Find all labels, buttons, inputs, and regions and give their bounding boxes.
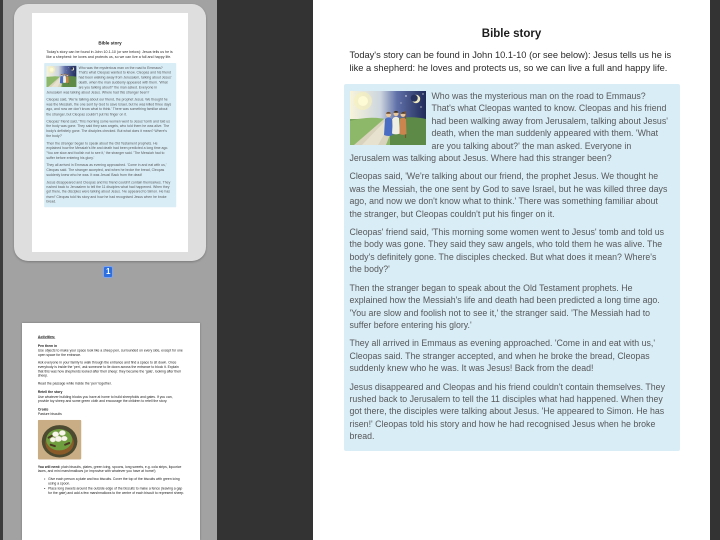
- pen-paragraph-3: Read the passage while inside the 'pen' together.: [37, 381, 112, 386]
- bullet-glyph: •: [44, 486, 46, 491]
- create-heading: Create: [37, 407, 49, 412]
- thumbnail-sidebar[interactable]: [0, 0, 217, 540]
- story-paragraph-6: Jesus disappeared and Cleopas and his friend couldn't contain themselves. They rushed back to Jerusalem to tell the 11 disciples what had happened. When they got there, the disciples were talking about Jesus. 'He appeared to Simon. He has risen!' Cleopas told his story and how he had recognised Jesus when he broke bread.: [349, 381, 665, 442]
- story-paragraph-1: Who was the mysterious man on the road to Emmaus? That's what Cleopas wanted to know. Cleopas and his friend had been walking away from Jerusalem, talking about Jesus' death, when the man suddenly appeared with them. 'What are you talking about?' the man asked. Everyone in Jerusalem was talking about Jesus. Where had this stranger been?: [46, 65, 172, 95]
- emmaus-road-illustration: [350, 91, 426, 145]
- you-will-need-label: You will need:: [37, 464, 61, 469]
- page-title: Bible story: [98, 41, 122, 46]
- instruction-bullet-2: [38, 486, 184, 494]
- you-will-need-items: plain biscuits, plates, green icing, spoons, long sweets, e.g. cola strips, liquorice laces, and mini marshmallows (or improvise with whatever you have at home!): [37, 464, 182, 473]
- story-paragraph-5: They all arrived in Emmaus as evening approached. 'Come in and eat with us,' Cleopas said. The stranger accepted, and when he broke the bread, Cleopas suddenly knew who he was. It was Jesus! Back from the dead!: [349, 338, 656, 374]
- activities-heading: Activities:: [37, 334, 56, 339]
- story-box: [44, 63, 176, 207]
- page-2-thumbnail[interactable]: [22, 323, 200, 540]
- story-paragraph-6: Jesus disappeared and Cleopas and his friend couldn't contain themselves. They rushed back to Jerusalem to tell the 11 disciples what had happened. When they got there, the disciples were talking about Jesus. 'He appeared to Simon. He has risen!' Cleopas told his story and how he had recognised Jesus when he broke bread.: [46, 179, 171, 204]
- page-title: Bible story: [481, 28, 542, 40]
- document-canvas[interactable]: [220, 0, 720, 540]
- you-will-need-paragraph: [38, 465, 184, 473]
- pasture-biscuits-photo: [38, 420, 82, 460]
- page-1-thumbnail-selected[interactable]: [14, 4, 206, 261]
- instruction-text-2: Place long sweets around the outside edge of the biscuits to make a fence (leaving a gap for the gate) and add a few marshmallows to the centre of each biscuit to represent sheep.: [48, 486, 185, 495]
- story-paragraph-1: Who was the mysterious man on the road to Emmaus? That's what Cleopas wanted to know. Cleopas and his friend had been walking away from Jerusalem, talking about Jesus' death, when the man suddenly appeared with them. 'What are you talking about?' the man asked. Everyone in Jerusalem was talking about Jesus. Where had this stranger been?: [349, 91, 668, 164]
- page-1-thumbnail-page[interactable]: [32, 13, 188, 252]
- retell-story-heading: Retell the story: [37, 389, 63, 394]
- story-paragraph-4: Then the stranger began to speak about the Old Testament prophets. He explained how the Messiah's life and death had been predicted a long time ago. 'You are slow and foolish not to see it,' the stranger said. 'The Messiah had to suffer before entering his glory.': [46, 141, 169, 160]
- story-paragraph-3: Cleopas' friend said, 'This morning some women went to Jesus' tomb and told us the body was gone. They said they saw angels, who told them he was alive. The body's definitely gone. The disciples checked. But what does it mean? Where's the body?': [349, 227, 665, 275]
- story-paragraph-3: Cleopas' friend said, 'This morning some women went to Jesus' tomb and told us the body was gone. They said they saw angels, who told them he was alive. The body's definitely gone. The disciples checked. But what does it mean? Where's the body?': [46, 119, 170, 138]
- instruction-bullet-1: [38, 477, 184, 485]
- create-subtitle: Pasture biscuits: [37, 411, 62, 416]
- intro-paragraph: Today's story can be found in John 10.1-10 (or see below): Jesus tells us he is like a shepherd: he loves and protects us, so we can live a full and happy life.: [349, 50, 672, 73]
- story-paragraph-5: They all arrived in Emmaus as evening approached. 'Come in and eat with us,' Cleopas said. The stranger accepted, and when he broke the bread, Cleopas suddenly knew who he was. It was Jesus! Back from the dead!: [46, 162, 167, 177]
- bible-story-page: [313, 28, 710, 451]
- sun-icon: [358, 96, 368, 106]
- pen-paragraph-1: Use objects to make your space look like a sheep pen, surrounded on every side, except for one open space for the entrance.: [37, 348, 183, 357]
- intro-paragraph: Today's story can be found in John 10.1-10 (or see below): Jesus tells us he is like a shepherd: he loves and protects us, so we can live a full and happy life.: [46, 49, 173, 59]
- pen-paragraph-2: Ask everyone in your family to walk through the entrance and find a space to sit down. Once everybody is inside the 'pen', ask someone to lie down across the entrance to block it. Explain that this was how shepherds looked after their sheep: they became the 'gate', looking after their sheep.: [37, 360, 182, 378]
- document-page-1: [313, 0, 710, 540]
- retell-paragraph: Use whatever building blocks you have at home to build sheepfolds and gates. If you can, provide toy sheep and some green cloth and encourage the children to retell the story.: [37, 394, 173, 403]
- sun-icon: [49, 68, 53, 72]
- story-paragraph-2: Cleopas said, 'We're talking about our friend, the prophet Jesus. We thought he was the Messiah, the one sent by God to save Israel, but he was killed three days ago, and now we don't know what to think.' There was something familiar about the stranger, but Cleopas couldn't put his finger on it.: [46, 97, 172, 116]
- bullet-glyph: •: [44, 476, 46, 481]
- story-box: [344, 84, 680, 451]
- emmaus-road-illustration: [46, 66, 76, 87]
- pen-them-in-heading: Pen them in: [37, 343, 58, 348]
- bible-story-page: [32, 41, 188, 207]
- page-number-badge: 1: [103, 266, 113, 278]
- activities-page: [22, 323, 200, 500]
- story-paragraph-4: Then the stranger began to speak about the Old Testament prophets. He explained how the Messiah's life and death had been predicted a long time ago. 'You are slow and foolish not to see it,' the stranger said. 'The Messiah had to suffer before entering his glory.': [349, 282, 660, 330]
- story-paragraph-2: Cleopas said, 'We're talking about our friend, the prophet Jesus. We thought he was the Messiah, the one sent by God to save Israel, but he was killed three days ago, and now we don't know what to think.' There was something familiar about the stranger, but Cleopas couldn't put his finger on it.: [349, 171, 668, 219]
- instruction-text-1: Give each person a plate and two biscuits. Cover the top of the biscuits with green icing using a spoon.: [48, 476, 180, 486]
